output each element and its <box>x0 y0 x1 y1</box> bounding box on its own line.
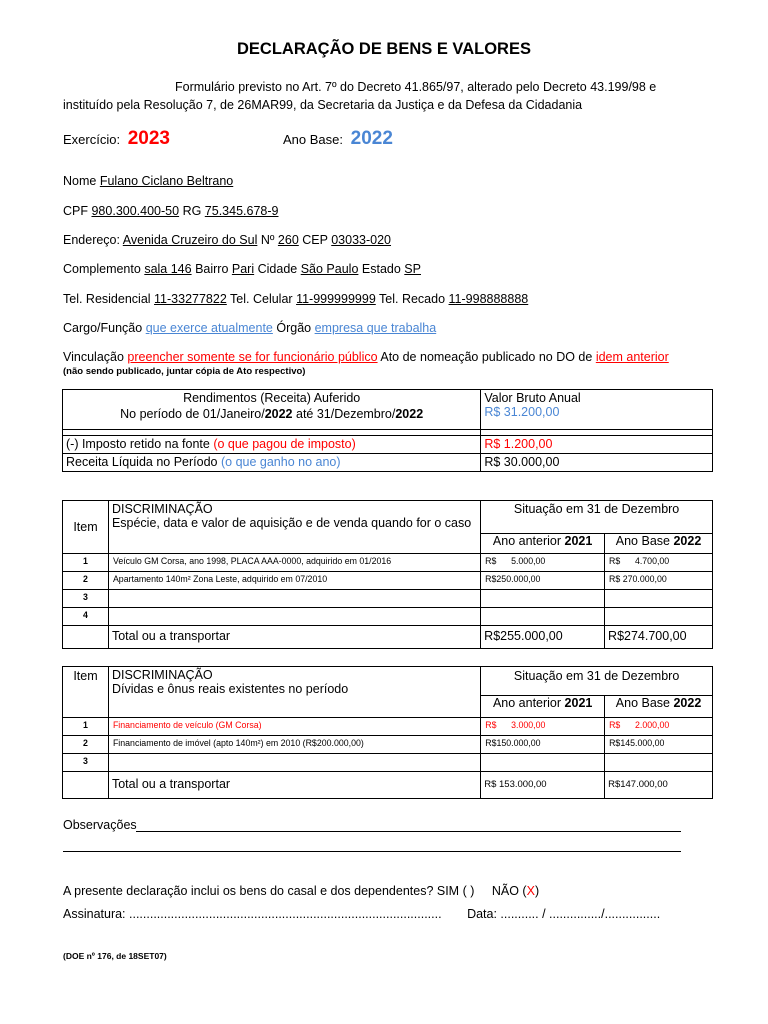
dividas-row-3-desc[interactable] <box>108 754 480 772</box>
bens-row-1-v2[interactable]: R$ 4.700,00 <box>605 554 713 572</box>
liquida-note: (o que ganho no ano) <box>220 455 341 469</box>
valor-bruto-header: Valor Bruto Anual <box>484 391 581 405</box>
observacoes-line-2[interactable] <box>63 838 681 852</box>
bens-item-header: Item <box>63 501 109 554</box>
tel-recado-label: Tel. Recado <box>379 292 446 306</box>
bens-ano-anterior-val: 2021 <box>564 534 593 548</box>
nao-option[interactable] <box>492 884 539 898</box>
cep-label: CEP <box>302 233 328 247</box>
telefones-row <box>63 292 528 306</box>
dividas-row-2-v1[interactable]: R$150.000,00 <box>481 736 605 754</box>
bens-row-2-v2[interactable]: R$ 270.000,00 <box>605 572 713 590</box>
cpf-row <box>63 204 278 218</box>
rg-label: RG <box>182 204 202 218</box>
vinculacao-value[interactable]: preencher somente se for funcionário público <box>127 350 378 364</box>
nao-label: NÃO ( <box>491 884 527 898</box>
rg-value[interactable]: 75.345.678-9 <box>204 204 279 218</box>
table-row <box>63 554 713 572</box>
bens-row-3-v2[interactable] <box>605 590 713 608</box>
table-row <box>63 608 713 626</box>
cidade-value[interactable]: São Paulo <box>300 262 359 276</box>
dividas-table <box>62 666 713 799</box>
rendimentos-header-cell <box>63 390 481 430</box>
bens-row-1-item: 1 <box>63 554 109 572</box>
bens-total-item <box>63 626 109 649</box>
tel-celular-value[interactable]: 11-999999999 <box>296 292 376 306</box>
rendimentos-periodo <box>66 407 477 421</box>
liquida-cell <box>63 454 481 472</box>
cargo-value[interactable]: que exerce atualmente <box>145 321 273 335</box>
periodo-a: No período de 01/Janeiro/ <box>120 407 265 421</box>
numero-value[interactable]: 260 <box>277 233 299 247</box>
ato-value[interactable]: idem anterior <box>595 350 669 364</box>
cidade-label: Cidade <box>257 262 298 276</box>
bens-row-1-desc[interactable]: Veículo GM Corsa, ano 1998, PLACA AAA-0000, adquirido em 01/2016 <box>108 554 480 572</box>
bens-row-2-desc[interactable]: Apartamento 140m² Zona Leste, adquirido em 07/2010 <box>108 572 480 590</box>
bens-row-3-v1[interactable] <box>481 590 605 608</box>
tel-celular-label: Tel. Celular <box>230 292 293 306</box>
periodo-ano-1: 2022 <box>264 407 293 421</box>
bens-row-4-item: 4 <box>63 608 109 626</box>
bens-table <box>62 500 713 649</box>
imposto-label: (-) Imposto retido na fonte <box>66 437 210 451</box>
complemento-value[interactable]: sala 146 <box>144 262 192 276</box>
table-row <box>63 572 713 590</box>
exercicio-row <box>63 128 170 150</box>
bens-row-3-desc[interactable] <box>108 590 480 608</box>
exercicio-label: Exercício: <box>63 132 121 147</box>
complemento-row <box>63 262 421 276</box>
rendimentos-header: Rendimentos (Receita) Auferido <box>183 391 361 405</box>
intro-line-1: Formulário previsto no Art. 7º do Decreto 41.865/97, alterado pelo Decreto 43.199/98 e <box>175 80 657 94</box>
table-row <box>63 736 713 754</box>
bens-row-4-v2[interactable] <box>605 608 713 626</box>
cpf-label: CPF <box>63 204 88 218</box>
bens-row-3-item: 3 <box>63 590 109 608</box>
nao-close: ) <box>534 884 540 898</box>
bens-ano-anterior: Ano anterior <box>492 534 562 548</box>
vinculacao-row <box>63 350 669 364</box>
periodo-b: até 31/Dezembro/ <box>292 407 396 421</box>
bens-total-v2[interactable]: R$274.700,00 <box>605 626 713 649</box>
observacoes-line-1[interactable] <box>136 818 681 832</box>
dividas-row-2-desc[interactable]: Financiamento de imóvel (apto 140m²) em 2010 (R$200.000,00) <box>108 736 480 754</box>
orgao-label: Órgão <box>276 321 312 335</box>
bens-row-1-v1[interactable]: R$ 5.000,00 <box>481 554 605 572</box>
estado-value[interactable]: SP <box>404 262 421 276</box>
numero-label: Nº <box>260 233 275 247</box>
nome-value[interactable]: Fulano Ciclano Beltrano <box>99 174 234 188</box>
table-row <box>63 754 713 772</box>
bens-total-label: Total ou a transportar <box>108 626 480 649</box>
dividas-ano-base-val: 2022 <box>673 696 702 710</box>
dividas-situacao: Situação em 31 de Dezembro <box>481 667 713 696</box>
liquida-value[interactable]: R$ 30.000,00 <box>481 454 713 472</box>
dividas-disc-title: DISCRIMINAÇÃO <box>111 668 213 682</box>
bens-ano-base-cell <box>605 534 713 554</box>
dividas-ano-base-cell <box>605 696 713 718</box>
bens-disc-cell <box>108 501 480 554</box>
dividas-row-3-v2[interactable] <box>605 754 713 772</box>
valor-bruto-cell <box>481 390 713 430</box>
imposto-value[interactable]: R$ 1.200,00 <box>481 436 713 454</box>
dividas-ano-base: Ano Base <box>615 696 670 710</box>
dividas-ano-anterior-val: 2021 <box>564 696 593 710</box>
endereco-label: Endereço: <box>63 233 120 247</box>
nao-mark: X <box>526 884 535 898</box>
assinatura-field[interactable]: Assinatura: .......................................................................................... <box>63 907 442 921</box>
endereco-row <box>63 233 391 247</box>
bens-row-2-v1[interactable]: R$250.000,00 <box>481 572 605 590</box>
cargo-label: Cargo/Função <box>63 321 143 335</box>
bairro-value[interactable]: Pari <box>231 262 255 276</box>
intro-line-2: instituído pela Resolução 7, de 26MAR99, da Secretaria da Justiça e da Defesa da Cidadania <box>63 98 583 112</box>
table-row <box>63 626 713 649</box>
endereco-rua[interactable]: Avenida Cruzeiro do Sul <box>122 233 258 247</box>
table-row <box>63 590 713 608</box>
estado-label: Estado <box>361 262 401 276</box>
observacoes-label: Observações <box>63 818 137 832</box>
dividas-ano-anterior-cell <box>481 696 605 718</box>
exercicio-value[interactable]: 2023 <box>127 128 170 149</box>
tel-recado-value[interactable]: 11-998888888 <box>448 292 529 306</box>
doe-reference: (DOE nº 176, de 18SET07) <box>63 951 167 961</box>
bens-situacao: Situação em 31 de Dezembro <box>481 501 713 534</box>
tel-residencial-value[interactable]: 11-33277822 <box>154 292 227 306</box>
liquida-label: Receita Líquida no Período <box>66 455 218 469</box>
ano-base-label: Ano Base: <box>283 132 343 147</box>
dividas-total-v2[interactable]: R$147.000,00 <box>605 772 713 799</box>
dividas-row-1-v2[interactable]: R$ 2.000,00 <box>605 718 713 736</box>
bens-row-2-item: 2 <box>63 572 109 590</box>
cep-value[interactable]: 03033-020 <box>331 233 392 247</box>
orgao-value[interactable]: empresa que trabalha <box>314 321 437 335</box>
complemento-label: Complemento <box>63 262 141 276</box>
dividas-disc-subtitle: Dívidas e ônus reais existentes no período <box>111 682 349 696</box>
data-field[interactable]: Data: ........... / .............../................ <box>467 907 661 921</box>
valor-bruto-value[interactable]: R$ 31.200,00 <box>484 405 560 419</box>
pergunta-row <box>63 884 539 898</box>
dividas-item-header: Item <box>63 667 109 718</box>
dividas-disc-cell <box>108 667 480 718</box>
bairro-label: Bairro <box>195 262 229 276</box>
periodo-ano-2: 2022 <box>395 407 424 421</box>
bens-disc-title: DISCRIMINAÇÃO <box>111 502 213 516</box>
cpf-value[interactable]: 980.300.400-50 <box>91 204 180 218</box>
cargo-row <box>63 321 436 335</box>
nome-label: Nome <box>63 174 97 188</box>
table-row <box>63 772 713 799</box>
bens-disc-subtitle: Espécie, data e valor de aquisição e de venda quando for o caso <box>111 516 472 530</box>
ano-base-row <box>283 128 393 150</box>
dividas-row-2-v2[interactable]: R$145.000,00 <box>605 736 713 754</box>
table-row <box>63 718 713 736</box>
dividas-total-label: Total ou a transportar <box>108 772 480 799</box>
imposto-note: (o que pagou de imposto) <box>213 437 356 451</box>
dividas-row-3-item: 3 <box>63 754 109 772</box>
dividas-row-1-item: 1 <box>63 718 109 736</box>
assinatura-row <box>63 907 660 921</box>
dividas-ano-anterior: Ano anterior <box>492 696 562 710</box>
dividas-row-3-v1[interactable] <box>481 754 605 772</box>
page-title: DECLARAÇÃO DE BENS E VALORES <box>237 40 531 58</box>
bens-row-4-desc[interactable] <box>108 608 480 626</box>
dividas-total-v1[interactable]: R$ 153.000,00 <box>481 772 605 799</box>
nome-row <box>63 174 233 188</box>
dividas-row-1-v1[interactable]: R$ 3.000,00 <box>481 718 605 736</box>
dividas-row-2-item: 2 <box>63 736 109 754</box>
bens-ano-base-val: 2022 <box>673 534 702 548</box>
bens-total-v1[interactable]: R$255.000,00 <box>481 626 605 649</box>
dividas-row-1-desc[interactable]: Financiamento de veículo (GM Corsa) <box>108 718 480 736</box>
imposto-cell <box>63 436 481 454</box>
rendimentos-table <box>62 389 713 472</box>
vinculacao-label: Vinculação <box>63 350 124 364</box>
tel-residencial-label: Tel. Residencial <box>63 292 151 306</box>
bens-row-4-v1[interactable] <box>481 608 605 626</box>
bens-ano-base: Ano Base <box>615 534 670 548</box>
ato-label: Ato de nomeação publicado no DO de <box>380 350 593 364</box>
dividas-total-item <box>63 772 109 799</box>
nota-publicacao: (não sendo publicado, juntar cópia de Ato respectivo) <box>63 366 306 377</box>
pergunta-text: A presente declaração inclui os bens do casal e dos dependentes? SIM ( ) <box>63 884 475 898</box>
ano-base-value[interactable]: 2022 <box>350 128 393 149</box>
bens-ano-anterior-cell <box>481 534 605 554</box>
